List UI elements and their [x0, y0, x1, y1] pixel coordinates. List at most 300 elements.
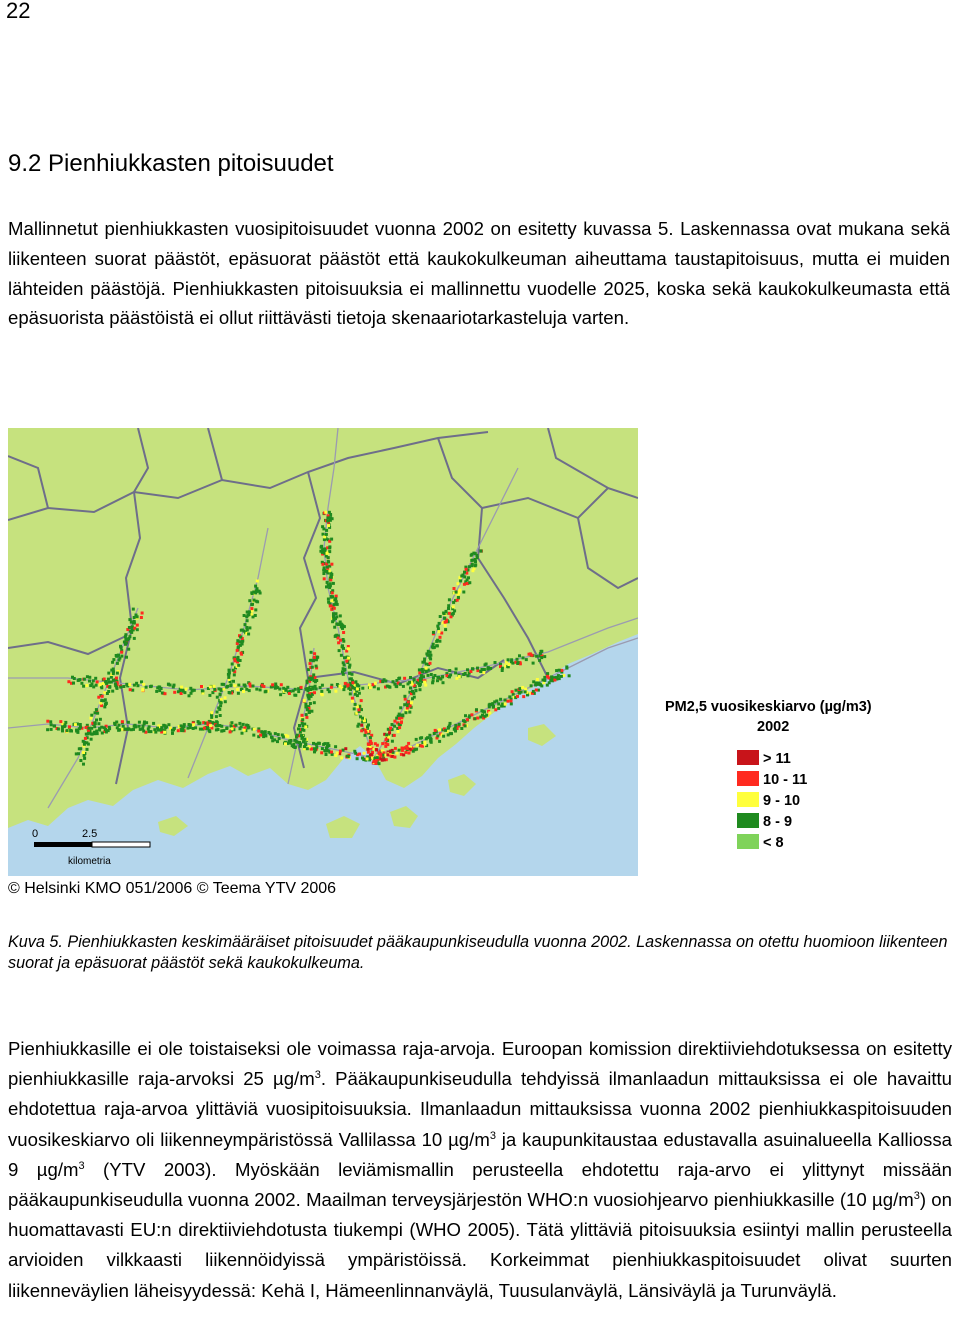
concentration-cell — [558, 669, 561, 672]
concentration-cell — [125, 656, 128, 659]
legend-swatch — [737, 771, 759, 786]
concentration-cell — [97, 722, 100, 725]
concentration-cell — [133, 637, 136, 640]
concentration-cell — [388, 731, 391, 734]
concentration-cell — [122, 685, 125, 688]
concentration-cell — [50, 723, 53, 726]
concentration-cell — [188, 694, 191, 697]
concentration-cell — [169, 684, 172, 687]
concentration-cell — [438, 728, 441, 731]
concentration-cell — [347, 657, 350, 660]
concentration-cell — [546, 672, 549, 675]
concentration-cell — [476, 667, 479, 670]
concentration-cell — [267, 731, 270, 734]
concentration-cell — [155, 690, 158, 693]
concentration-cell — [164, 724, 167, 727]
concentration-cell — [429, 740, 432, 743]
concentration-cell — [344, 747, 347, 750]
concentration-cell — [318, 742, 321, 745]
concentration-cell — [239, 727, 242, 730]
concentration-cell — [447, 604, 450, 607]
concentration-cell — [332, 582, 335, 585]
concentration-cell — [316, 656, 319, 659]
concentration-cell — [85, 684, 88, 687]
concentration-cell — [219, 714, 222, 717]
concentration-cell — [326, 516, 329, 519]
concentration-cell — [320, 545, 323, 548]
concentration-cell — [315, 679, 318, 682]
concentration-cell — [389, 727, 392, 730]
concentration-cell — [107, 678, 110, 681]
concentration-cell — [192, 727, 195, 730]
concentration-cell — [436, 679, 439, 682]
section-heading: 9.2 Pienhiukkasten pitoisuudet — [8, 150, 334, 177]
concentration-cell — [248, 683, 251, 686]
concentration-cell — [346, 755, 349, 758]
concentration-cell — [192, 723, 195, 726]
concentration-cell — [243, 630, 246, 633]
concentration-cell — [454, 724, 457, 727]
concentration-cell — [308, 677, 311, 680]
concentration-cell — [479, 670, 482, 673]
concentration-cell — [76, 729, 79, 732]
concentration-cell — [427, 674, 430, 677]
concentration-cell — [185, 688, 188, 691]
concentration-cell — [342, 638, 345, 641]
concentration-cell — [256, 587, 259, 590]
concentration-cell — [77, 752, 80, 755]
concentration-cell — [136, 628, 139, 631]
concentration-cell — [182, 729, 185, 732]
concentration-cell — [430, 673, 433, 676]
concentration-cell — [408, 711, 411, 714]
concentration-cell — [309, 688, 312, 691]
legend-label: 10 - 11 — [763, 772, 808, 788]
concentration-cell — [119, 686, 122, 689]
concentration-cell — [464, 724, 467, 727]
concentration-cell — [257, 730, 260, 733]
concentration-cell — [322, 572, 325, 575]
concentration-cell — [409, 705, 412, 708]
concentration-cell — [322, 548, 325, 551]
concentration-cell — [354, 693, 357, 696]
concentration-cell — [254, 585, 257, 588]
concentration-cell — [237, 645, 240, 648]
concentration-cell — [334, 634, 337, 637]
legend-swatch — [737, 750, 759, 765]
concentration-cell — [303, 699, 306, 702]
concentration-cell — [462, 591, 465, 594]
concentration-cell — [409, 676, 412, 679]
concentration-cell — [339, 614, 342, 617]
concentration-cell — [90, 732, 93, 735]
concentration-cell — [414, 689, 417, 692]
concentration-cell — [331, 595, 334, 598]
concentration-cell — [423, 681, 426, 684]
concentration-cell — [450, 615, 453, 618]
concentration-cell — [103, 726, 106, 729]
concentration-cell — [227, 676, 230, 679]
legend-label: 9 - 10 — [763, 793, 801, 809]
concentration-cell — [90, 738, 93, 741]
concentration-cell — [398, 749, 401, 752]
concentration-cell — [546, 675, 549, 678]
concentration-cell — [213, 688, 216, 691]
concentration-cell — [425, 652, 428, 655]
concentration-cell — [230, 724, 233, 727]
legend-canvas — [657, 688, 899, 874]
concentration-cell — [453, 587, 456, 590]
concentration-cell — [381, 742, 384, 745]
concentration-cell — [532, 690, 535, 693]
concentration-cell — [428, 734, 431, 737]
concentration-cell — [342, 661, 345, 664]
concentration-cell — [92, 679, 95, 682]
concentration-cell — [504, 699, 507, 702]
concentration-cell — [104, 698, 107, 701]
concentration-cell — [450, 732, 453, 735]
concentration-cell — [328, 546, 331, 549]
concentration-cell — [454, 727, 457, 730]
concentration-cell — [495, 700, 498, 703]
concentration-cell — [351, 697, 354, 700]
concentration-cell — [115, 677, 118, 680]
concentration-cell — [506, 700, 509, 703]
concentration-cell — [116, 726, 119, 729]
concentration-cell — [398, 717, 401, 720]
concentration-cell — [485, 663, 488, 666]
concentration-cell — [310, 710, 313, 713]
concentration-cell — [309, 659, 312, 662]
concentration-cell — [124, 633, 127, 636]
concentration-cell — [510, 702, 513, 705]
concentration-cell — [351, 700, 354, 703]
concentration-cell — [133, 684, 136, 687]
concentration-cell — [486, 667, 489, 670]
concentration-cell — [245, 724, 248, 727]
concentration-cell — [322, 533, 325, 536]
concentration-cell — [468, 581, 471, 584]
concentration-cell — [325, 529, 328, 532]
concentration-cell — [254, 614, 257, 617]
concentration-cell — [276, 740, 279, 743]
concentration-cell — [79, 678, 82, 681]
concentration-cell — [436, 644, 439, 647]
concentration-cell — [306, 747, 309, 750]
scale-bar-unit: kilometria — [68, 856, 111, 867]
concentration-cell — [98, 729, 101, 732]
concentration-cell — [512, 693, 515, 696]
concentration-cell — [256, 600, 259, 603]
concentration-cell — [110, 676, 113, 679]
concentration-cell — [294, 746, 297, 749]
concentration-cell — [140, 616, 143, 619]
concentration-cell — [333, 619, 336, 622]
concentration-cell — [301, 722, 304, 725]
concentration-cell — [46, 728, 49, 731]
concentration-cell — [549, 679, 552, 682]
concentration-cell — [254, 608, 257, 611]
concentration-cell — [418, 668, 421, 671]
concentration-cell — [354, 752, 357, 755]
concentration-cell — [445, 620, 448, 623]
legend-label: 8 - 9 — [763, 814, 793, 830]
concentration-cell — [177, 729, 180, 732]
concentration-cell — [84, 737, 87, 740]
concentration-cell — [474, 564, 477, 567]
concentration-cell — [111, 661, 114, 664]
concentration-cell — [221, 729, 224, 732]
concentration-cell — [201, 689, 204, 692]
concentration-cell — [238, 722, 241, 725]
concentration-cell — [236, 642, 239, 645]
concentration-cell — [82, 751, 85, 754]
concentration-cell — [91, 682, 94, 685]
concentration-cell — [250, 603, 253, 606]
concentration-cell — [454, 671, 457, 674]
concentration-cell — [404, 751, 407, 754]
concentration-cell — [367, 743, 370, 746]
concentration-cell — [236, 657, 239, 660]
concentration-cell — [423, 658, 426, 661]
concentration-cell — [325, 555, 328, 558]
concentration-cell — [304, 706, 307, 709]
concentration-cell — [128, 626, 131, 629]
concentration-cell — [438, 622, 441, 625]
concentration-cell — [471, 667, 474, 670]
concentration-cell — [100, 699, 103, 702]
concentration-cell — [401, 747, 404, 750]
concentration-cell — [299, 745, 302, 748]
concentration-cell — [301, 714, 304, 717]
concentration-cell — [327, 601, 330, 604]
concentration-cell — [339, 685, 342, 688]
concentration-cell — [536, 678, 539, 681]
concentration-cell — [234, 724, 237, 727]
concentration-cell — [313, 691, 316, 694]
concentration-cell — [393, 734, 396, 737]
scale-bar-tick-0: 0 — [32, 828, 39, 840]
concentration-cell — [171, 732, 174, 735]
concentration-cell — [449, 722, 452, 725]
concentration-cell — [240, 629, 243, 632]
concentration-cell — [304, 703, 307, 706]
concentration-cell — [330, 751, 333, 754]
concentration-cell — [497, 703, 500, 706]
concentration-cell — [244, 623, 247, 626]
concentration-cell — [511, 690, 514, 693]
concentration-cell — [82, 685, 85, 688]
concentration-cell — [280, 683, 283, 686]
concentration-cell — [149, 730, 152, 733]
concentration-cell — [403, 703, 406, 706]
concentration-cell — [219, 693, 222, 696]
concentration-cell — [444, 628, 447, 631]
concentration-cell — [392, 680, 395, 683]
concentration-cell — [436, 734, 439, 737]
concentration-cell — [351, 681, 354, 684]
concentration-cell — [313, 656, 316, 659]
page-number: 22 — [6, 0, 31, 23]
concentration-cell — [436, 625, 439, 628]
concentration-cell — [540, 656, 543, 659]
concentration-cell — [337, 623, 340, 626]
legend-swatch — [737, 792, 759, 807]
concentration-cell — [433, 732, 436, 735]
concentration-cell — [329, 604, 332, 607]
concentration-cell — [538, 659, 541, 662]
main-text-5: ) on huomattavasti EU:n direktiiviehdotusta tiukempi (WHO 2005). Tätä ylittäviä pitoisuuksia esiintyi mallin perusteella arvioiden vilkkaasti liikennöidyissä ympäristöissä. Korkeimmat pienhiukkaspitoisuudet olivat suurten liikenneväylien läheisyydessä: Kehä I, Hämeenlinnanväylä, Tuusulanväylä, Länsiväylä ja Turunväylä. — [8, 1189, 952, 1301]
concentration-cell — [462, 673, 465, 676]
concentration-cell — [126, 638, 129, 641]
concentration-cell — [228, 671, 231, 674]
concentration-cell — [384, 680, 387, 683]
concentration-cell — [397, 730, 400, 733]
concentration-cell — [85, 733, 88, 736]
concentration-cell — [361, 757, 364, 760]
concentration-cell — [463, 720, 466, 723]
concentration-cell — [375, 748, 378, 751]
concentration-cell — [330, 563, 333, 566]
concentration-cell — [250, 607, 253, 610]
concentration-cell — [97, 696, 100, 699]
map-copyright: © Helsinki KMO 051/2006 © Teema YTV 2006 — [8, 880, 337, 897]
concentration-cell — [292, 689, 295, 692]
concentration-cell — [532, 662, 535, 665]
concentration-cell — [229, 691, 232, 694]
concentration-cell — [215, 720, 218, 723]
concentration-cell — [117, 724, 120, 727]
concentration-cell — [340, 654, 343, 657]
concentration-cell — [543, 679, 546, 682]
concentration-cell — [209, 685, 212, 688]
concentration-cell — [409, 687, 412, 690]
concentration-cell — [494, 708, 497, 711]
concentration-cell — [524, 688, 527, 691]
concentration-cell — [334, 754, 337, 757]
concentration-cell — [416, 744, 419, 747]
concentration-cell — [398, 713, 401, 716]
concentration-cell — [274, 732, 277, 735]
concentration-cell — [245, 626, 248, 629]
concentration-cell — [328, 550, 331, 553]
concentration-cell — [439, 615, 442, 618]
concentration-cell — [286, 735, 289, 738]
concentration-cell — [553, 679, 556, 682]
concentration-cell — [278, 688, 281, 691]
concentration-cell — [473, 567, 476, 570]
concentration-cell — [127, 648, 130, 651]
concentration-cell — [252, 685, 255, 688]
concentration-cell — [239, 636, 242, 639]
concentration-cell — [387, 685, 390, 688]
concentration-cell — [143, 721, 146, 724]
concentration-cell — [398, 677, 401, 680]
concentration-cell — [443, 617, 446, 620]
concentration-cell — [535, 682, 538, 685]
concentration-cell — [334, 745, 337, 748]
concentration-cell — [49, 720, 52, 723]
concentration-cell — [393, 756, 396, 759]
concentration-cell — [360, 729, 363, 732]
concentration-cell — [189, 726, 192, 729]
concentration-cell — [79, 723, 82, 726]
concentration-cell — [444, 624, 447, 627]
concentration-cell — [100, 686, 103, 689]
concentration-cell — [354, 703, 357, 706]
concentration-cell — [522, 656, 525, 659]
concentration-cell — [452, 601, 455, 604]
concentration-cell — [408, 681, 411, 684]
concentration-cell — [470, 564, 473, 567]
concentration-cell — [236, 688, 239, 691]
concentration-cell — [356, 725, 359, 728]
concentration-cell — [517, 661, 520, 664]
concentration-cell — [518, 654, 521, 657]
concentration-cell — [79, 759, 82, 762]
concentration-cell — [448, 725, 451, 728]
concentration-cell — [438, 640, 441, 643]
main-paragraph — [8, 1034, 952, 1306]
concentration-cell — [322, 743, 325, 746]
concentration-cell — [467, 576, 470, 579]
caption-text: Pienhiukkasten keskimääräiset pitoisuudet pääkaupunkiseudulla vuonna 2002. Laskennassa on otettu huomioon liikenteen suorat ja epäsuorat päästöt sekä kaukokulkeuma. — [8, 933, 948, 972]
concentration-cell — [535, 689, 538, 692]
concentration-cell — [68, 725, 71, 728]
concentration-cell — [331, 599, 334, 602]
concentration-cell — [507, 663, 510, 666]
concentration-cell — [85, 741, 88, 744]
concentration-cell — [314, 685, 317, 688]
concentration-cell — [255, 590, 258, 593]
concentration-cell — [100, 726, 103, 729]
concentration-cell — [420, 674, 423, 677]
concentration-cell — [129, 688, 132, 691]
concentration-cell — [321, 684, 324, 687]
concentration-cell — [442, 735, 445, 738]
concentration-cell — [63, 725, 66, 728]
concentration-cell — [66, 729, 69, 732]
concentration-cell — [530, 684, 533, 687]
concentration-cell — [278, 737, 281, 740]
concentration-cell — [360, 699, 363, 702]
concentration-cell — [301, 728, 304, 731]
concentration-cell — [321, 563, 324, 566]
concentration-cell — [383, 758, 386, 761]
concentration-cell — [504, 703, 507, 706]
concentration-cell — [342, 749, 345, 752]
concentration-cell — [216, 696, 219, 699]
pm25-concentration-map — [8, 428, 638, 876]
concentration-cell — [444, 729, 447, 732]
concentration-cell — [435, 640, 438, 643]
concentration-cell — [312, 673, 315, 676]
concentration-cell — [262, 685, 265, 688]
scale-bar-black-segment — [34, 842, 92, 847]
concentration-cell — [471, 559, 474, 562]
concentration-cell — [61, 729, 64, 732]
concentration-cell — [437, 676, 440, 679]
concentration-cell — [366, 748, 369, 751]
concentration-cell — [159, 729, 162, 732]
concentration-cell — [208, 694, 211, 697]
concentration-cell — [243, 614, 246, 617]
concentration-cell — [518, 687, 521, 690]
concentration-cell — [138, 725, 141, 728]
concentration-cell — [327, 584, 330, 587]
concentration-cell — [298, 724, 301, 727]
concentration-cell — [332, 615, 335, 618]
